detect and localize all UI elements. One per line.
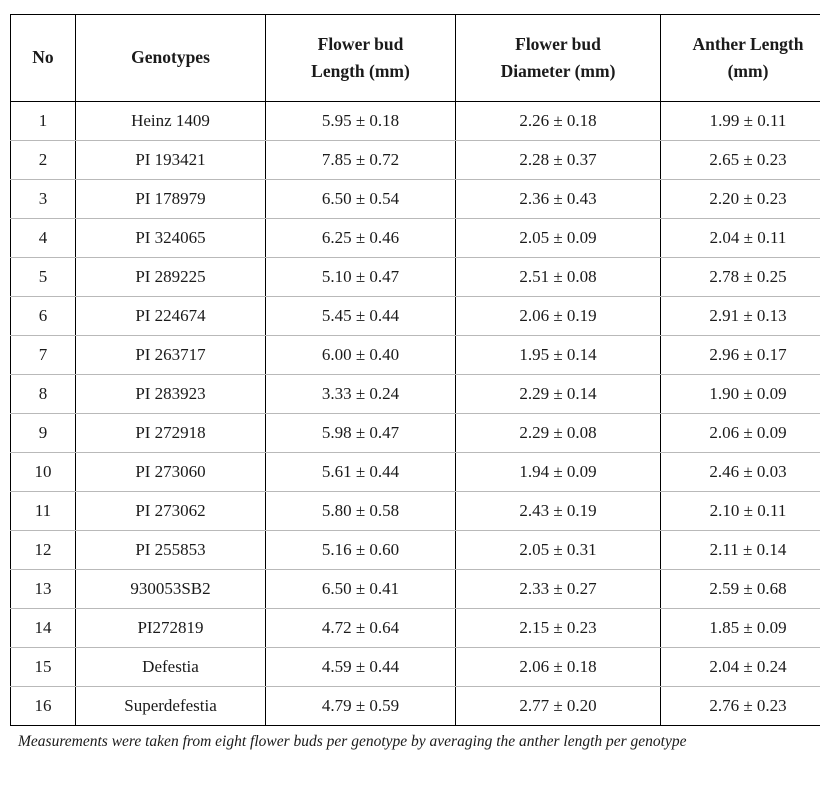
cell-genotype: 930053SB2 — [76, 570, 266, 609]
cell-anther-length: 2.10 ± 0.11 — [661, 492, 820, 531]
cell-no: 7 — [11, 336, 76, 375]
cell-flower-bud-diameter: 2.36 ± 0.43 — [456, 180, 661, 219]
cell-genotype: PI 272918 — [76, 414, 266, 453]
cell-no: 2 — [11, 141, 76, 180]
table-row — [11, 180, 820, 219]
column-header-no — [11, 15, 76, 102]
cell-flower-bud-length: 5.80 ± 0.58 — [266, 492, 456, 531]
cell-genotype: PI 193421 — [76, 141, 266, 180]
cell-anther-length: 2.46 ± 0.03 — [661, 453, 820, 492]
table-row — [11, 414, 820, 453]
column-header-anther-length — [661, 15, 820, 102]
table-row — [11, 102, 820, 141]
cell-flower-bud-length: 5.95 ± 0.18 — [266, 102, 456, 141]
cell-anther-length: 2.59 ± 0.68 — [661, 570, 820, 609]
cell-no: 11 — [11, 492, 76, 531]
table-row — [11, 687, 820, 726]
table-row — [11, 141, 820, 180]
cell-no: 4 — [11, 219, 76, 258]
table-body — [11, 102, 820, 726]
cell-no: 12 — [11, 531, 76, 570]
cell-no: 8 — [11, 375, 76, 414]
column-header-flower-bud-length-line2: Length (mm) — [311, 61, 410, 81]
column-header-genotypes-line1: Genotypes — [131, 47, 210, 68]
cell-flower-bud-diameter: 2.33 ± 0.27 — [456, 570, 661, 609]
column-header-flower-bud-length — [266, 15, 456, 102]
cell-flower-bud-diameter: 2.05 ± 0.31 — [456, 531, 661, 570]
cell-flower-bud-diameter: 1.95 ± 0.14 — [456, 336, 661, 375]
table-row — [11, 375, 820, 414]
cell-flower-bud-length: 6.50 ± 0.54 — [266, 180, 456, 219]
cell-flower-bud-length: 5.45 ± 0.44 — [266, 297, 456, 336]
cell-genotype: PI272819 — [76, 609, 266, 648]
column-header-genotypes — [76, 15, 266, 102]
cell-no: 5 — [11, 258, 76, 297]
cell-flower-bud-diameter: 2.26 ± 0.18 — [456, 102, 661, 141]
cell-flower-bud-length: 4.72 ± 0.64 — [266, 609, 456, 648]
cell-flower-bud-diameter: 2.28 ± 0.37 — [456, 141, 661, 180]
cell-flower-bud-diameter: 2.29 ± 0.08 — [456, 414, 661, 453]
cell-anther-length: 2.78 ± 0.25 — [661, 258, 820, 297]
cell-genotype: Heinz 1409 — [76, 102, 266, 141]
cell-flower-bud-diameter: 2.29 ± 0.14 — [456, 375, 661, 414]
column-header-anther-length-line1: Anther Length — [692, 33, 804, 54]
cell-no: 10 — [11, 453, 76, 492]
cell-flower-bud-length: 4.79 ± 0.59 — [266, 687, 456, 726]
cell-flower-bud-length: 4.59 ± 0.44 — [266, 648, 456, 687]
cell-flower-bud-diameter: 2.05 ± 0.09 — [456, 219, 661, 258]
cell-no: 16 — [11, 687, 76, 726]
cell-flower-bud-diameter: 2.15 ± 0.23 — [456, 609, 661, 648]
cell-genotype: PI 324065 — [76, 219, 266, 258]
cell-flower-bud-length: 6.00 ± 0.40 — [266, 336, 456, 375]
cell-anther-length: 1.99 ± 0.11 — [661, 102, 820, 141]
cell-anther-length: 2.20 ± 0.23 — [661, 180, 820, 219]
cell-flower-bud-diameter: 2.06 ± 0.19 — [456, 297, 661, 336]
table-caption: Measurements were taken from eight flower buds per genotype by averaging the anther length per genotype — [18, 733, 687, 750]
cell-anther-length: 1.90 ± 0.09 — [661, 375, 820, 414]
cell-no: 6 — [11, 297, 76, 336]
column-header-flower-bud-diameter-line2: Diameter (mm) — [500, 61, 616, 81]
cell-genotype: PI 224674 — [76, 297, 266, 336]
cell-anther-length: 1.85 ± 0.09 — [661, 609, 820, 648]
table-row — [11, 609, 820, 648]
cell-flower-bud-length: 3.33 ± 0.24 — [266, 375, 456, 414]
cell-anther-length: 2.96 ± 0.17 — [661, 336, 820, 375]
table-header — [11, 15, 820, 102]
cell-flower-bud-length: 6.50 ± 0.41 — [266, 570, 456, 609]
column-header-anther-length-line2: (mm) — [727, 61, 769, 81]
table-row — [11, 648, 820, 687]
table-row — [11, 336, 820, 375]
table-row — [11, 258, 820, 297]
column-header-no-line1: No — [32, 47, 54, 68]
measurements-table — [10, 14, 820, 726]
cell-genotype: Superdefestia — [76, 687, 266, 726]
cell-genotype: PI 263717 — [76, 336, 266, 375]
table-row — [11, 453, 820, 492]
column-header-flower-bud-diameter — [456, 15, 661, 102]
cell-genotype: PI 289225 — [76, 258, 266, 297]
cell-no: 15 — [11, 648, 76, 687]
cell-genotype: PI 255853 — [76, 531, 266, 570]
cell-no: 14 — [11, 609, 76, 648]
cell-genotype: PI 178979 — [76, 180, 266, 219]
cell-no: 3 — [11, 180, 76, 219]
cell-flower-bud-length: 5.10 ± 0.47 — [266, 258, 456, 297]
cell-anther-length: 2.04 ± 0.11 — [661, 219, 820, 258]
cell-genotype: PI 273060 — [76, 453, 266, 492]
cell-flower-bud-diameter: 2.77 ± 0.20 — [456, 687, 661, 726]
cell-flower-bud-diameter: 2.06 ± 0.18 — [456, 648, 661, 687]
cell-flower-bud-length: 5.98 ± 0.47 — [266, 414, 456, 453]
column-header-flower-bud-length-line1: Flower bud — [317, 33, 404, 54]
table-row — [11, 570, 820, 609]
cell-genotype: PI 283923 — [76, 375, 266, 414]
cell-flower-bud-length: 6.25 ± 0.46 — [266, 219, 456, 258]
cell-anther-length: 2.91 ± 0.13 — [661, 297, 820, 336]
cell-genotype: Defestia — [76, 648, 266, 687]
cell-flower-bud-length: 5.61 ± 0.44 — [266, 453, 456, 492]
cell-flower-bud-diameter: 2.51 ± 0.08 — [456, 258, 661, 297]
cell-flower-bud-diameter: 2.43 ± 0.19 — [456, 492, 661, 531]
column-header-flower-bud-diameter-line1: Flower bud — [515, 33, 601, 54]
cell-flower-bud-length: 5.16 ± 0.60 — [266, 531, 456, 570]
cell-anther-length: 2.65 ± 0.23 — [661, 141, 820, 180]
cell-no: 13 — [11, 570, 76, 609]
table-row — [11, 531, 820, 570]
cell-anther-length: 2.76 ± 0.23 — [661, 687, 820, 726]
table-row — [11, 492, 820, 531]
cell-flower-bud-diameter: 1.94 ± 0.09 — [456, 453, 661, 492]
cell-genotype: PI 273062 — [76, 492, 266, 531]
table-header-row — [11, 15, 820, 102]
cell-no: 9 — [11, 414, 76, 453]
cell-anther-length: 2.06 ± 0.09 — [661, 414, 820, 453]
table-row — [11, 297, 820, 336]
table-row — [11, 219, 820, 258]
cell-anther-length: 2.11 ± 0.14 — [661, 531, 820, 570]
cell-no: 1 — [11, 102, 76, 141]
cell-flower-bud-length: 7.85 ± 0.72 — [266, 141, 456, 180]
cell-anther-length: 2.04 ± 0.24 — [661, 648, 820, 687]
